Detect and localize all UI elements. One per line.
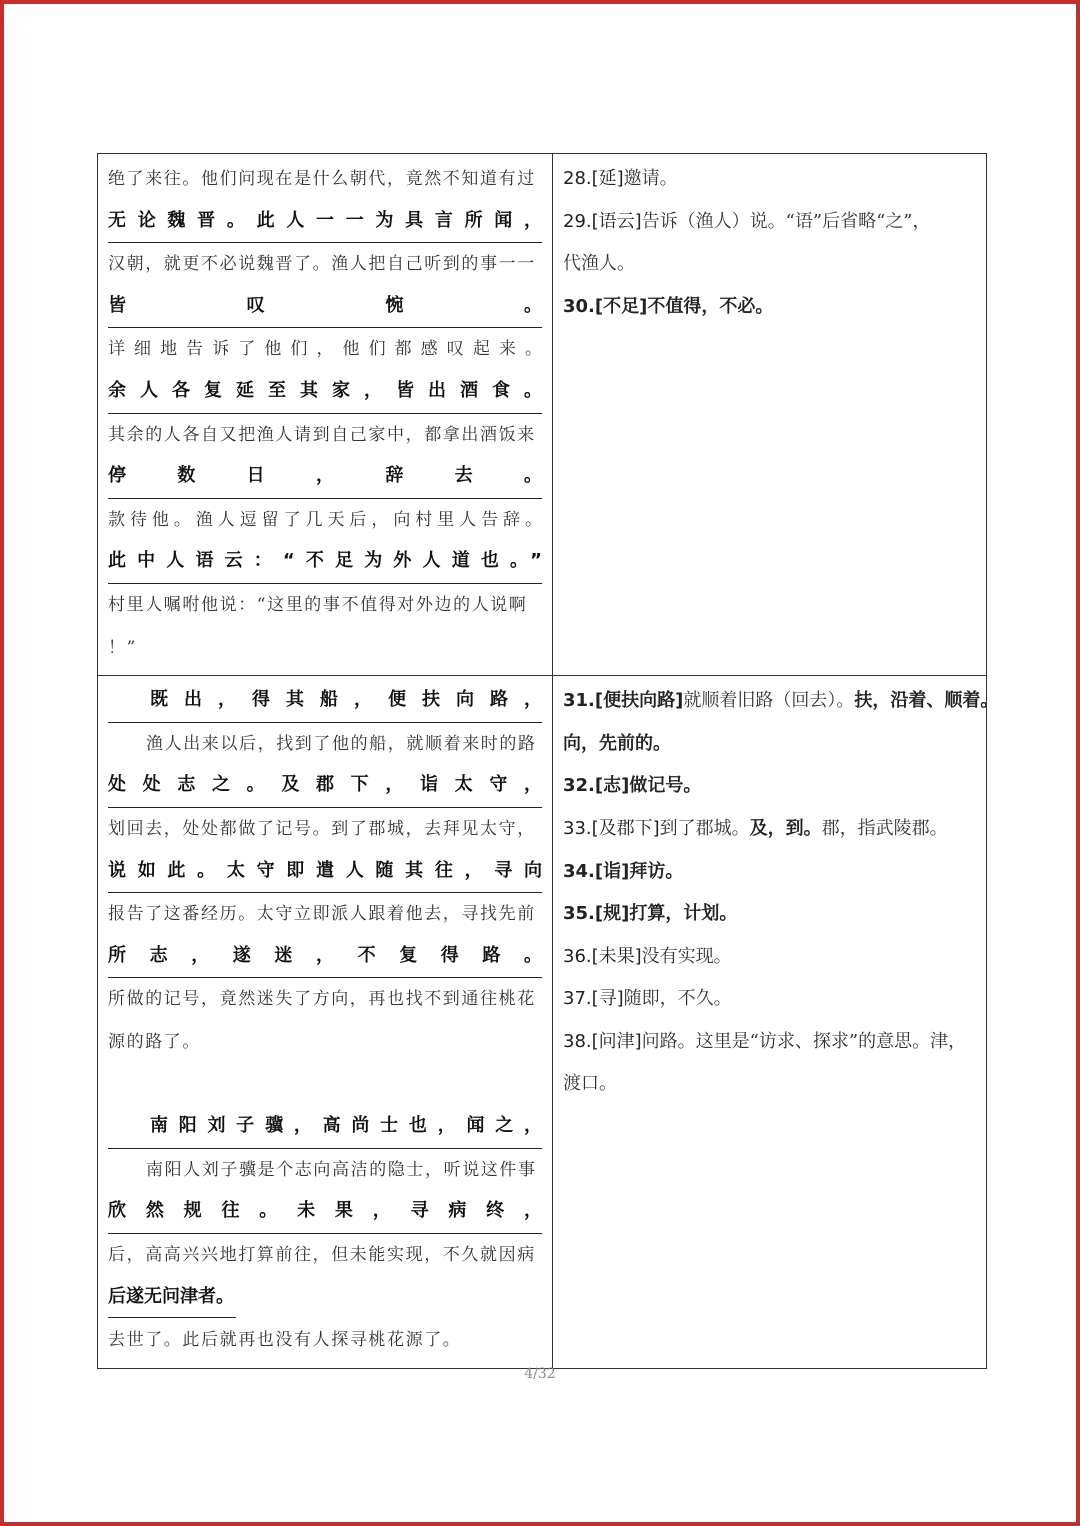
translation-line: 汉朝，就更不必说魏晋了。渔人把自己听到的事一一 xyxy=(108,254,536,275)
note-segment: 就顺着旧路（回去）。 xyxy=(683,690,855,712)
note-segment: 到了郡城。 xyxy=(659,817,750,839)
note-line xyxy=(563,808,976,851)
translation-line: ！” xyxy=(108,637,137,658)
note-bold-segment: 30.[不足]不值得，不必。 xyxy=(563,295,774,317)
note-segment: 没有实现。 xyxy=(641,945,732,967)
original-text-row xyxy=(108,1276,542,1319)
original-text-line: 欣然规往。未果，寻病终， xyxy=(108,1191,542,1234)
original-text-line: 南阳刘子骥，高尚士也，闻之， xyxy=(108,1106,542,1149)
original-text-line: 此中人语云：“不足为外人道也。” xyxy=(108,541,542,584)
original-text-line: 既出，得其船，便扶向路， xyxy=(108,680,542,723)
note-line xyxy=(563,723,976,766)
translation-line: 划回去，处处都做了记号。到了郡城，去拜见太守， xyxy=(108,818,536,839)
table-row xyxy=(98,154,987,676)
right-cell xyxy=(553,154,987,676)
note-bold-segment: 31.[便扶向路] xyxy=(563,690,684,712)
note-segment: 代渔人。 xyxy=(563,253,635,275)
note-line xyxy=(563,851,976,894)
right-cell xyxy=(553,676,999,1369)
note-bold-segment: 及，到。 xyxy=(749,817,822,839)
note-segment: 36.[未果] xyxy=(563,945,642,967)
note-bold-segment: 向，先前的。 xyxy=(563,732,671,754)
note-segment: 33.[及郡下] xyxy=(563,817,660,839)
left-cell xyxy=(98,154,553,676)
note-line xyxy=(563,286,976,329)
original-text-line: 皆叹惋。 xyxy=(108,286,542,329)
note-bold-segment: 34.[诣]拜访。 xyxy=(563,860,684,882)
note-bold-segment: 32.[志]做记号。 xyxy=(563,775,702,797)
note-line xyxy=(563,893,976,936)
note-segment: 郡，指武陵郡。 xyxy=(821,817,948,839)
original-text-line: 后遂无问津者。 xyxy=(108,1277,236,1318)
translation-line: 所做的记号，竟然迷失了方向，再也找不到通往桃花 xyxy=(108,989,536,1010)
translation-line: 报告了这番经历。太守立即派人跟着他去，寻找先前 xyxy=(108,904,536,925)
translation-line: 南阳人刘子骥是个志向高洁的隐士，听说这件事 xyxy=(146,1159,537,1180)
note-line xyxy=(563,978,976,1021)
note-line xyxy=(563,1063,976,1106)
original-text-line: 余人各复延至其家，皆出酒食。 xyxy=(108,371,542,414)
note-segment: 告诉（渔人）说。“语”后省略“之”， xyxy=(641,210,931,232)
translation-line: 详细地告诉了他们，他们都感叹起来。 xyxy=(108,339,542,360)
note-segment: 渡口。 xyxy=(563,1073,617,1095)
note-line xyxy=(563,201,976,244)
page-number: 4/32 xyxy=(524,1366,556,1382)
translation-line: 源的路了。 xyxy=(108,1031,201,1052)
blank-line xyxy=(108,1063,542,1106)
note-line xyxy=(563,680,999,723)
original-text-line: 处处志之。及郡下，诣太守， xyxy=(108,765,542,808)
original-text-line: 所志，遂迷，不复得路。 xyxy=(108,936,542,979)
note-segment: 随即，不久。 xyxy=(623,988,732,1010)
note-line xyxy=(563,158,976,201)
note-segment: 28.[延] xyxy=(563,168,624,189)
note-bold-segment: 35.[规]打算，计划。 xyxy=(563,903,738,925)
translation-line: 渔人出来以后，找到了他的船，就顺着来时的路 xyxy=(146,733,537,754)
left-cell xyxy=(98,676,553,1369)
translation-line: 村里人嘱咐他说：“这里的事不值得对外边的人说啊 xyxy=(108,594,528,615)
note-bold-segment: 扶，沿着、顺着。 xyxy=(854,690,999,712)
translation-line: 后，高高兴兴地打算前往，但未能实现，不久就因病 xyxy=(108,1244,536,1265)
note-segment: 29.[语云] xyxy=(563,210,642,232)
translation-line: 去世了。此后就再也没有人探寻桃花源了。 xyxy=(108,1330,462,1351)
table-row xyxy=(98,676,987,1369)
note-segment: 38.[问津] xyxy=(563,1030,642,1052)
original-text-line: 停数日，辞去。 xyxy=(108,456,542,499)
translation-line: 款待他。渔人逗留了几天后，向村里人告辞。 xyxy=(108,509,542,530)
note-line xyxy=(563,765,976,808)
annotation-table xyxy=(97,153,999,1369)
note-line xyxy=(563,1021,976,1064)
note-segment: 37.[寻] xyxy=(563,988,624,1010)
note-line xyxy=(563,936,976,979)
original-text-line: 说如此。太守即遣人随其往，寻向 xyxy=(108,851,542,894)
note-segment: 问路。这里是“访求、探求”的意思。津， xyxy=(641,1030,967,1052)
translation-line: 绝了来往。他们问现在是什么朝代，竟然不知道有过 xyxy=(108,169,536,189)
note-segment: 邀请。 xyxy=(623,168,678,189)
translation-line: 其余的人各自又把渔人请到自己家中，都拿出酒饭来 xyxy=(108,424,536,445)
note-line xyxy=(563,243,976,286)
original-text-line: 无论魏晋。此人一一为具言所闻， xyxy=(108,201,542,244)
